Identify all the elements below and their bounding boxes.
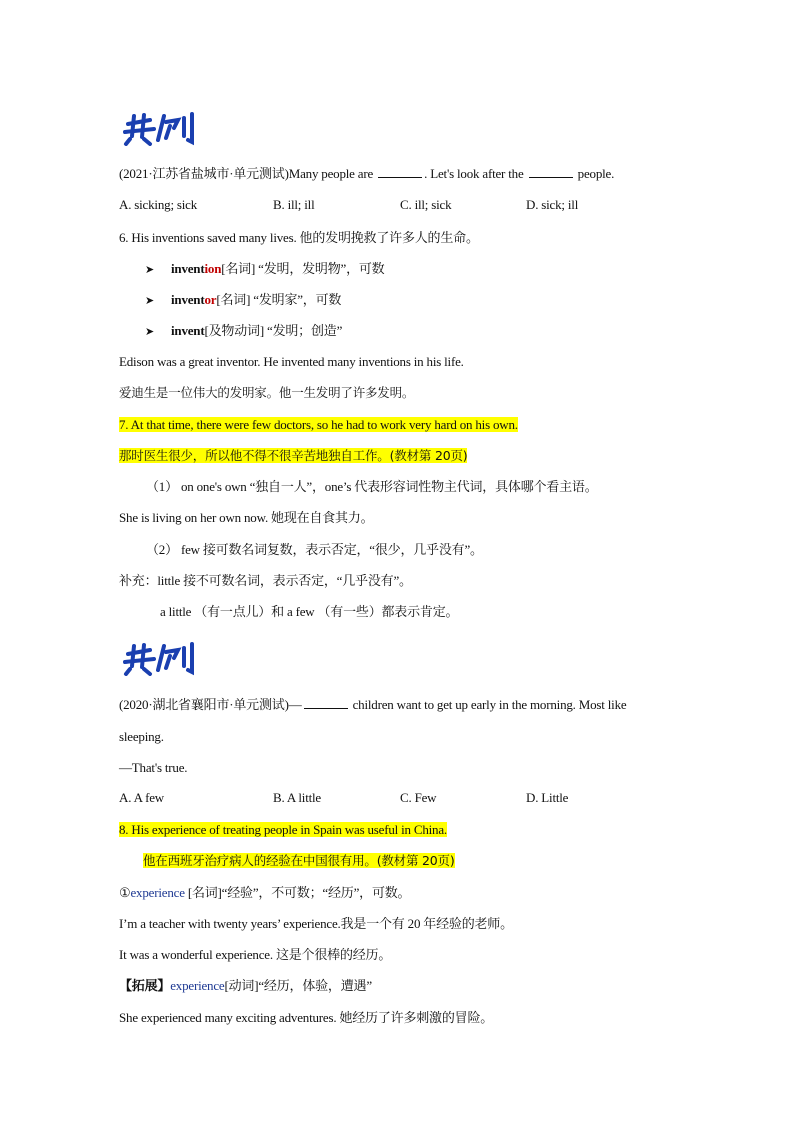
answer-blank	[304, 696, 348, 709]
note-2: （2） few 接可数名词复数，表示否定，“很少，几乎没有”。	[146, 542, 483, 557]
item-6-sentence: 6. His inventions saved many lives. 他的发明挽救了许多人的生命。	[119, 230, 479, 245]
arrow-bullet-icon: ➤	[145, 295, 155, 307]
note-experience-noun: ①experience [名词]“经验”，不可数；“经历”，可数。	[119, 885, 411, 900]
note-1-example: She is living on her own now. 她现在自食其力。	[119, 510, 374, 525]
supplement-2: a little （有一点儿）和 a few （有一些）都表示肯定。	[160, 604, 459, 619]
answer-blank	[529, 165, 573, 178]
item-7-translation: 那时医生很少，所以他不得不很辛苦地独自工作。(教材第 20页)	[119, 448, 468, 463]
experience-example-2: It was a wonderful experience. 这是个很棒的经历。	[119, 947, 392, 962]
item-8-translation: 他在西班牙治疗病人的经验在中国很有用。(教材第 20页)	[143, 853, 455, 868]
bullet-invent: ➤ invent[及物动词] “发明；创造”	[145, 322, 342, 341]
bullet-invention: ➤ invention[名词] “发明，发明物”，可数	[145, 260, 384, 279]
experience-example-1: I’m a teacher with twenty years’ experience.我是一个有 20 年经验的老师。	[119, 916, 513, 931]
example-logo	[120, 640, 204, 676]
extension-example: She experienced many exciting adventures. 她经历了许多刺激的冒险。	[119, 1010, 494, 1025]
arrow-bullet-icon: ➤	[145, 326, 155, 338]
option-d: D. Little	[526, 790, 569, 805]
example-logo	[120, 110, 204, 146]
item-8-sentence: 8. His experience of treating people in Spain was useful in China.	[119, 822, 447, 837]
item-7-sentence: 7. At that time, there were few doctors, so he had to work very hard on his own.	[119, 417, 518, 432]
option-a: A. sicking; sick	[119, 197, 198, 212]
option-c: C. Few	[400, 790, 437, 805]
option-c: C. ill; sick	[400, 197, 452, 212]
example-answer: —That's true.	[119, 760, 188, 775]
option-b: B. A little	[273, 790, 322, 805]
example-question-2-cont: sleeping.	[119, 729, 164, 744]
arrow-bullet-icon: ➤	[145, 264, 155, 276]
option-d: D. sick; ill	[526, 197, 579, 212]
option-b: B. ill; ill	[273, 197, 315, 212]
example-sentence-zh: 爱迪生是一位伟大的发明家。他一生发明了许多发明。	[119, 385, 415, 400]
example-sentence-en: Edison was a great inventor. He invented many inventions in his life.	[119, 354, 464, 369]
note-1: （1） on one's own “独自一人”，one’s 代表形容词性物主代词，具体哪个看主语。	[146, 479, 598, 494]
example-question-1: (2021·江苏省盐城市·单元测试)Many people are . Let's look after the people.	[119, 166, 615, 181]
option-a: A. A few	[119, 790, 164, 805]
extension-note: 【拓展】experience[动词]“经历，体验，遭遇”	[119, 978, 372, 993]
supplement-1: 补充：little 接不可数名词，表示否定，“几乎没有”。	[119, 573, 412, 588]
answer-blank	[378, 165, 422, 178]
example-question-2: (2020·湖北省襄阳市·单元测试)— children want to get up early in the morning. Most like	[119, 697, 627, 712]
bullet-inventor: ➤ inventor[名词] “发明家”，可数	[145, 291, 341, 310]
